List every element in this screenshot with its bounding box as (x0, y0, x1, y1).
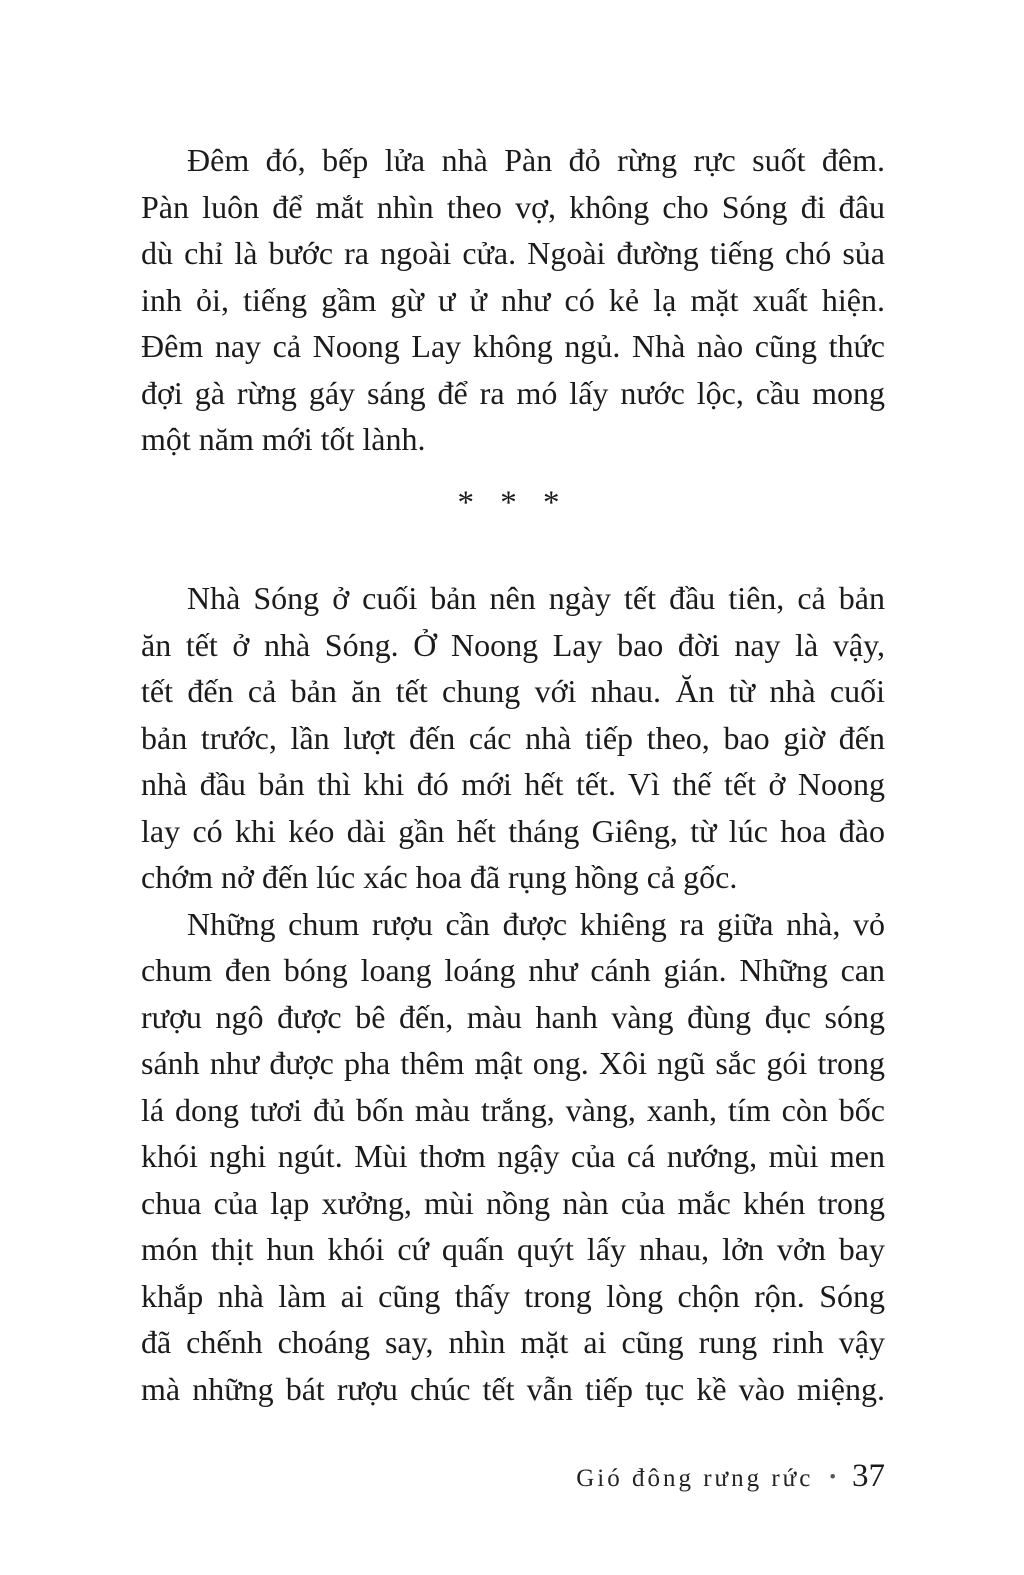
text-line: chum đen bóng loang loáng như cánh gián. Những can (141, 952, 885, 988)
text-line: Nhà Sóng ở cuối bản nên ngày tết đầu tiên, cả bản (187, 580, 885, 616)
paragraph-2 (141, 575, 885, 901)
text-line: lá dong tươi đủ bốn màu trắng, vàng, xanh, tím còn bốc (141, 1091, 885, 1128)
text-line: mà những bát rượu chúc tết vẫn tiếp tục kề vào miệng. (141, 1370, 885, 1407)
text-line: một năm mới tốt lành. (141, 421, 426, 457)
text-line: chớm nở đến lúc xác hoa đã rụng hồng cả gốc. (141, 859, 738, 895)
text-line: đã chếnh choáng say, nhìn mặt ai cũng rung rinh vậy (141, 1324, 885, 1360)
footer-bullet-icon: • (829, 1467, 836, 1488)
text-line: dù chỉ là bước ra ngoài cửa. Ngoài đường tiếng chó sủa (141, 235, 885, 271)
text-line: Đêm đó, bếp lửa nhà Pàn đỏ rừng rực suốt đêm. (187, 142, 885, 178)
text-line: lay có khi kéo dài gần hết tháng Giêng, từ lúc hoa đào (141, 812, 885, 849)
text-line: ăn tết ở nhà Sóng. Ở Noong Lay bao đời nay là vậy, (141, 626, 885, 663)
running-title: Gió đông rưng rức (576, 1465, 814, 1492)
paragraph-1 (141, 137, 885, 463)
text-line: khói nghi ngút. Mùi thơm ngậy của cá nướng, mùi men (141, 1138, 885, 1174)
text-line: Đêm nay cả Noong Lay không ngủ. Nhà nào cũng thức (141, 328, 885, 364)
text-line: inh ỏi, tiếng gầm gừ ư ử như có kẻ lạ mặt xuất hiện. (141, 281, 885, 318)
text-line: món thịt hun khói cứ quấn quýt lấy nhau, lởn vởn bay (141, 1231, 885, 1267)
page-footer (576, 1458, 885, 1495)
text-line: khắp nhà làm ai cũng thấy trong lòng chộn rộn. Sóng (141, 1277, 885, 1314)
section-separator: * * * (457, 484, 569, 521)
text-line: chua của lạp xưởng, mùi nồng nàn của mắc khén trong (141, 1184, 885, 1221)
text-line: sánh như được pha thêm mật ong. Xôi ngũ sắc gói trong (141, 1045, 885, 1081)
text-line: Pàn luôn để mắt nhìn theo vợ, không cho Sóng đi đâu (141, 188, 885, 225)
paragraph-3 (141, 901, 885, 1413)
text-line: rượu ngô được bê đến, màu hanh vàng đùng đục sóng (141, 998, 885, 1035)
text-line: tết đến cả bản ăn tết chung với nhau. Ăn từ nhà cuối (141, 673, 885, 709)
page-number: 37 (852, 1458, 885, 1494)
text-line: nhà đầu bản thì khi đó mới hết tết. Vì thế tết ở Noong (141, 766, 885, 802)
text-line: đợi gà rừng gáy sáng để ra mó lấy nước lộc, cầu mong (141, 374, 885, 411)
text-line: bản trước, lần lượt đến các nhà tiếp theo, bao giờ đến (141, 719, 885, 756)
text-line: Những chum rượu cần được khiêng ra giữa nhà, vỏ (187, 905, 885, 942)
text-block (141, 137, 885, 1412)
